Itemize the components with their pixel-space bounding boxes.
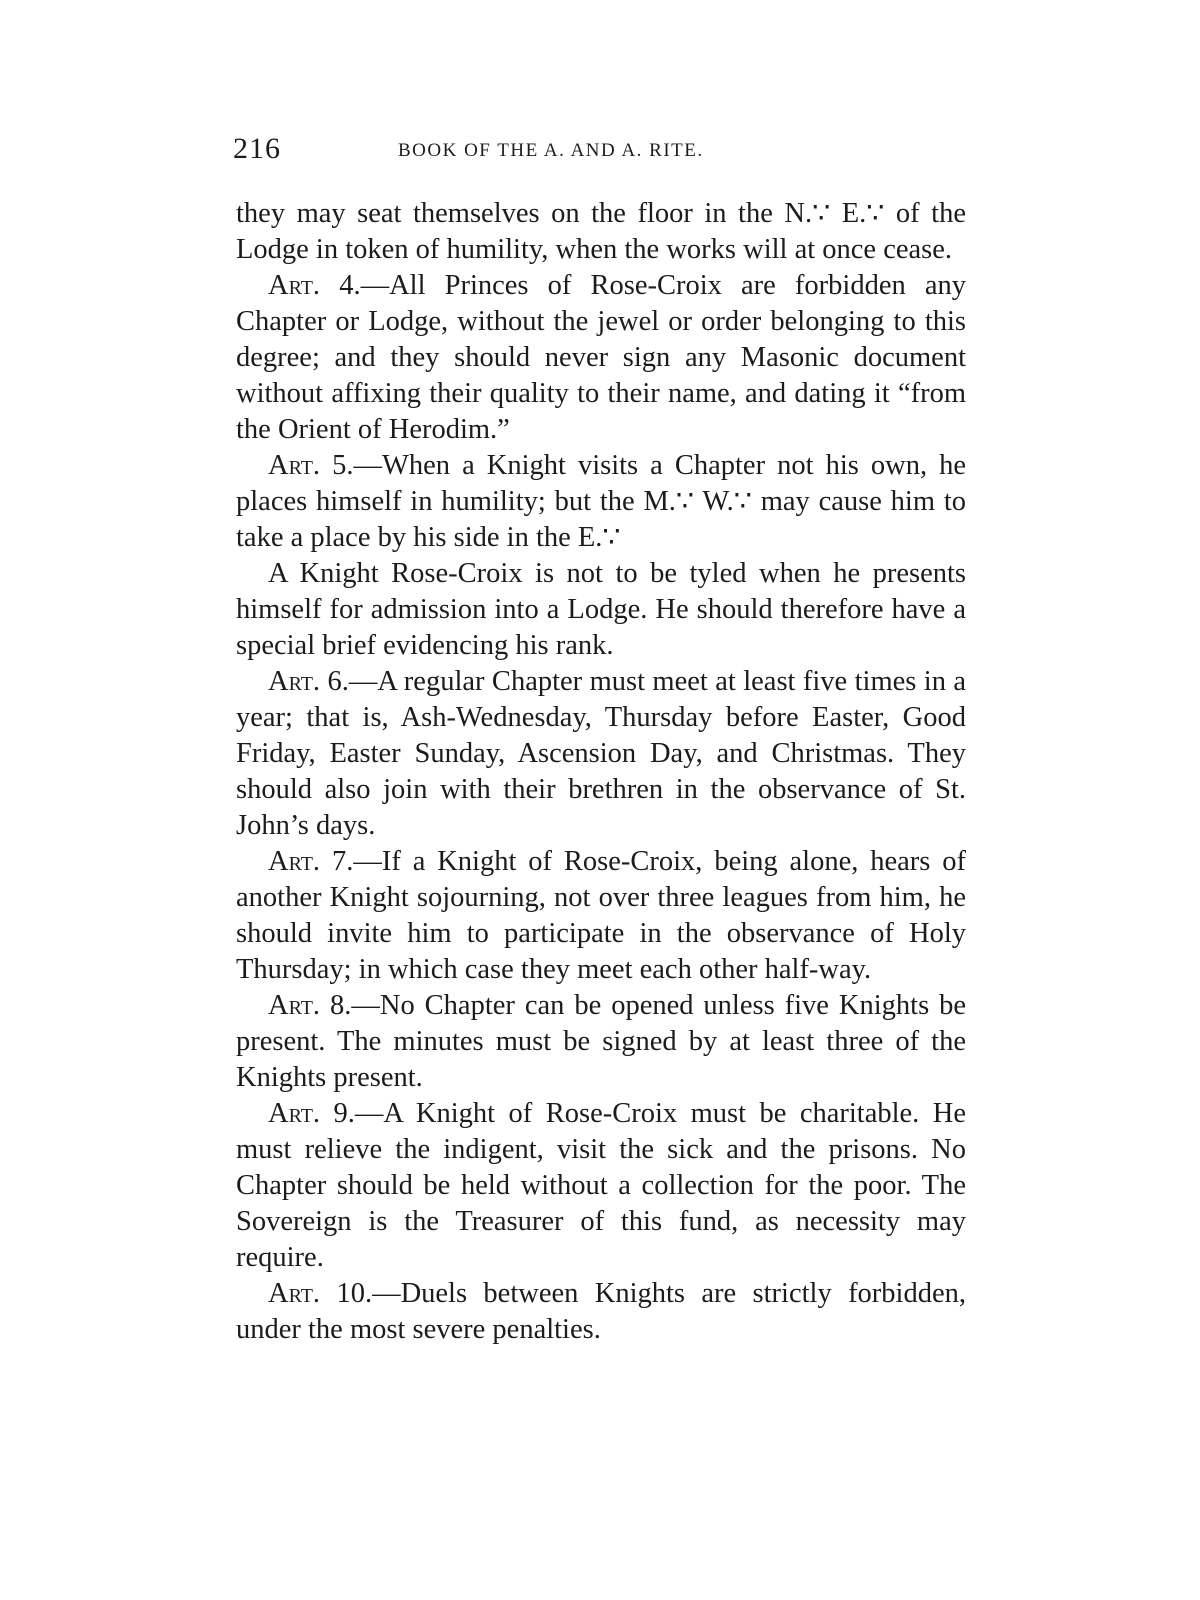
body-text xyxy=(236,196,966,1348)
running-head xyxy=(233,132,973,172)
running-title: BOOK OF THE A. AND A. RITE. xyxy=(398,140,704,161)
paragraph-tyling xyxy=(236,556,966,664)
paragraph-continued xyxy=(236,196,966,268)
paragraph-text: 8.—No Chapter can be opened unless five Knights be present. The minutes must be signed by at least three of the Knights present. xyxy=(236,990,967,1093)
paragraph-text: 10.—Duels between Knights are strictly forbidden, under the most severe penalties. xyxy=(236,1278,966,1345)
paragraph-text: A Knight Rose-Croix is not to be tyled when he presents himself for admission into a Lodge. He should therefore have a special brief evidencing his rank. xyxy=(236,558,966,661)
article-10 xyxy=(236,1276,966,1348)
paragraph-text: 7.—If a Knight of Rose-Croix, being alone, hears of another Knight sojourning, not over three leagues from him, he should invite him to participate in the observance of Holy Thursday; in which case they meet each other half-way. xyxy=(236,846,967,985)
article-5 xyxy=(236,448,966,556)
paragraph-text: 6.—A regular Chapter must meet at least five times in a year; that is, Ash-Wednesday, Thursday before Easter, Good Friday, Easter Sunday, Ascension Day, and Christmas. They should also join with their brethren in the observance of St. John’s days. xyxy=(236,666,967,841)
article-label: Art. xyxy=(268,990,321,1021)
article-label: Art. xyxy=(268,1278,321,1309)
article-label: Art. xyxy=(268,270,321,301)
paragraph-text: 4.—All Princes of Rose-Croix are forbidden any Chapter or Lodge, without the jewel or order belonging to this degree; and they should never sign any Masonic document without affixing their quality to their name, and dating it “from the Orient of Herodim.” xyxy=(236,270,966,445)
paragraph-text: 5.—When a Knight visits a Chapter not his own, he places himself in humility; but the M.∵ W.∵ may cause him to take a place by his side in the E.∵ xyxy=(236,450,966,553)
article-6 xyxy=(236,664,966,844)
article-4 xyxy=(236,268,966,448)
paragraph-text: 9.—A Knight of Rose-Croix must be charitable. He must relieve the indigent, visit the sick and the prisons. No Chapter should be held without a collection for the poor. The Sovereign is the Treasurer of this fund, as necessity may require. xyxy=(236,1098,967,1273)
page-number: 216 xyxy=(233,132,281,165)
paragraph-text: they may seat themselves on the floor in the N.∵ E.∵ of the Lodge in token of humility, when the works will at once cease. xyxy=(236,198,966,265)
article-label: Art. xyxy=(268,1098,321,1129)
article-label: Art. xyxy=(268,666,321,697)
article-9 xyxy=(236,1096,966,1276)
article-8 xyxy=(236,988,966,1096)
article-label: Art. xyxy=(268,450,321,481)
article-7 xyxy=(236,844,966,988)
article-label: Art. xyxy=(268,846,321,877)
